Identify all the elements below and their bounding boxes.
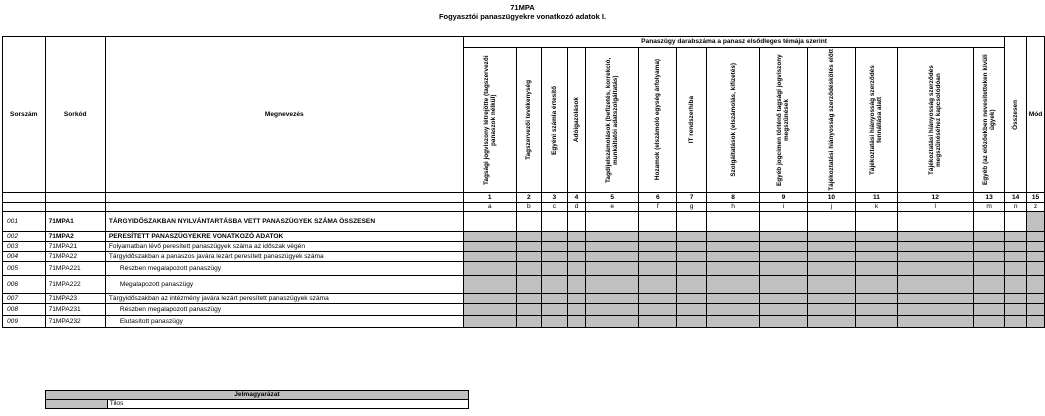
column-letter: a <box>463 203 516 212</box>
header-osszesen: Összesen <box>1012 99 1020 130</box>
table-row <box>3 242 1045 252</box>
data-cell <box>542 252 568 262</box>
column-header-label: Tájékoztatási hiányosság szerződés megszűnéséhez kapcsolódóan <box>928 65 943 175</box>
column-header-10 <box>807 48 856 193</box>
complaints-table <box>2 36 1045 328</box>
table-row <box>3 294 1045 304</box>
column-number: 13 <box>973 193 1005 203</box>
row-sorkod: 71MPA1 <box>45 212 105 232</box>
data-cell <box>856 212 897 232</box>
data-cell <box>516 294 542 304</box>
data-cell <box>897 294 973 304</box>
column-number: 11 <box>856 193 897 203</box>
data-cell <box>973 252 1005 262</box>
data-cell <box>516 212 542 232</box>
column-header-label: Hozamok (elszámoló egység árfolyama) <box>654 59 662 181</box>
data-cell <box>639 294 677 304</box>
data-cell <box>973 232 1005 242</box>
data-cell <box>516 262 542 276</box>
table-row <box>3 276 1045 294</box>
data-cell <box>1026 294 1044 304</box>
data-cell <box>677 262 706 276</box>
row-megnevezes: Folyamatban lévő peresített panaszügyek száma az időszak végén <box>105 242 463 252</box>
data-cell <box>516 316 542 328</box>
data-cell <box>856 304 897 316</box>
data-cell <box>1005 212 1027 232</box>
data-cell <box>706 232 760 242</box>
data-cell <box>516 242 542 252</box>
data-cell <box>586 252 639 262</box>
row-sorszam: 008 <box>3 304 46 316</box>
data-cell <box>807 294 856 304</box>
row-sorkod: 71MPA2 <box>45 232 105 242</box>
data-cell <box>639 232 677 242</box>
data-cell <box>586 304 639 316</box>
data-cell <box>542 276 568 294</box>
legend-item: Tilos <box>107 400 468 409</box>
column-number: 12 <box>897 193 973 203</box>
data-cell <box>897 262 973 276</box>
header-spacer <box>3 193 46 203</box>
column-number: 7 <box>677 193 706 203</box>
data-cell <box>639 316 677 328</box>
data-cell <box>567 276 586 294</box>
legend-swatch <box>46 400 108 409</box>
data-cell <box>567 232 586 242</box>
data-cell <box>807 276 856 294</box>
data-cell <box>1026 232 1044 242</box>
data-cell <box>463 252 516 262</box>
data-cell <box>567 242 586 252</box>
column-header-8 <box>706 48 760 193</box>
data-cell <box>807 212 856 232</box>
column-letter: f <box>639 203 677 212</box>
column-header-label: Tájékoztatási hiányosság szerződéskötés előtt <box>827 49 835 191</box>
header-megnevezes: Megnevezés <box>105 37 463 193</box>
data-cell <box>706 212 760 232</box>
row-sorszam: 009 <box>3 316 46 328</box>
data-cell <box>807 262 856 276</box>
column-number: 9 <box>760 193 807 203</box>
data-cell <box>706 252 760 262</box>
column-letter: k <box>856 203 897 212</box>
data-cell <box>760 212 807 232</box>
row-sorszam: 004 <box>3 252 46 262</box>
data-cell <box>586 232 639 242</box>
data-cell <box>760 242 807 252</box>
data-cell <box>1026 304 1044 316</box>
data-cell <box>807 232 856 242</box>
form-subtitle: Fogyasztói panaszügyekre vonatkozó adatok I. <box>438 12 607 21</box>
row-sorszam: 002 <box>3 232 46 242</box>
data-cell <box>706 304 760 316</box>
column-header-11 <box>856 48 897 193</box>
column-letter: c <box>542 203 568 212</box>
data-cell <box>760 232 807 242</box>
column-number: 2 <box>516 193 542 203</box>
column-number: 8 <box>706 193 760 203</box>
column-letter: l <box>897 203 973 212</box>
row-sorkod: 71MPA231 <box>45 304 105 316</box>
data-cell <box>677 276 706 294</box>
table-row <box>3 262 1045 276</box>
column-number: 5 <box>586 193 639 203</box>
column-header-13 <box>973 48 1005 193</box>
data-cell <box>542 242 568 252</box>
data-cell <box>973 242 1005 252</box>
column-letter: g <box>677 203 706 212</box>
data-cell <box>542 212 568 232</box>
column-header-label: Szolgáltatások (elszámolás, kifizetés) <box>729 63 737 177</box>
table-row <box>3 316 1045 328</box>
column-header-3 <box>542 48 568 193</box>
data-cell <box>706 242 760 252</box>
data-cell <box>567 294 586 304</box>
data-cell <box>856 252 897 262</box>
data-cell <box>586 294 639 304</box>
header-spacer <box>3 203 46 212</box>
data-cell <box>542 294 568 304</box>
column-number: 10 <box>807 193 856 203</box>
data-cell <box>586 276 639 294</box>
column-header-5 <box>586 48 639 193</box>
column-header-label: Egyéni számla értesítő <box>550 85 558 155</box>
data-cell <box>760 252 807 262</box>
data-cell <box>567 316 586 328</box>
data-cell <box>856 232 897 242</box>
data-cell <box>677 252 706 262</box>
header-sorszam: Sorszám <box>3 37 46 193</box>
data-cell <box>856 262 897 276</box>
data-cell <box>463 294 516 304</box>
data-cell <box>897 316 973 328</box>
data-cell <box>1026 212 1044 232</box>
data-cell <box>567 252 586 262</box>
column-header-label: IT rendszerhiba <box>688 96 696 144</box>
row-megnevezes: PERESÍTETT PANASZÜGYEKRE VONATKOZÓ ADATOK <box>105 232 463 242</box>
data-cell <box>706 294 760 304</box>
data-cell <box>463 262 516 276</box>
data-cell <box>677 304 706 316</box>
data-cell <box>973 294 1005 304</box>
column-header-9 <box>760 48 807 193</box>
data-cell <box>639 242 677 252</box>
row-megnevezes: Megalapozott panaszügy <box>105 276 463 294</box>
data-cell <box>807 304 856 316</box>
column-number: 15 <box>1026 193 1044 203</box>
data-cell <box>639 262 677 276</box>
column-header-label: Egyéb (az előzőekben nevesítetteken kívüli ügyek) <box>982 54 997 186</box>
column-number: 1 <box>463 193 516 203</box>
column-header-label: Adóigazolások <box>572 97 580 143</box>
data-cell <box>463 242 516 252</box>
form-code-title: 71MPA <box>510 3 535 12</box>
data-cell <box>856 294 897 304</box>
data-cell <box>973 316 1005 328</box>
data-cell <box>677 294 706 304</box>
data-cell <box>1026 316 1044 328</box>
data-cell <box>516 252 542 262</box>
table-row <box>3 212 1045 232</box>
header-spacer <box>105 203 463 212</box>
data-cell <box>760 294 807 304</box>
data-cell <box>973 304 1005 316</box>
column-header-1 <box>463 48 516 193</box>
column-letter: d <box>567 203 586 212</box>
data-cell <box>1026 252 1044 262</box>
column-letter: b <box>516 203 542 212</box>
data-cell <box>807 316 856 328</box>
column-header-6 <box>639 48 677 193</box>
data-cell <box>897 276 973 294</box>
data-cell <box>463 304 516 316</box>
column-header-label: Tagdíjelszámolások (befizetés, korrekció, munkáltatói adatszolgáltatás) <box>605 57 620 183</box>
table-row <box>3 304 1045 316</box>
data-cell <box>1005 316 1027 328</box>
data-cell <box>586 316 639 328</box>
data-cell <box>677 212 706 232</box>
data-cell <box>1005 276 1027 294</box>
column-number: 3 <box>542 193 568 203</box>
data-cell <box>856 316 897 328</box>
data-cell <box>677 316 706 328</box>
data-cell <box>1005 294 1027 304</box>
data-cell <box>856 242 897 252</box>
data-cell <box>516 304 542 316</box>
data-cell <box>567 262 586 276</box>
header-group: Panaszügy darabszáma a panasz elsődleges témája szerint <box>463 37 1005 48</box>
data-cell <box>856 276 897 294</box>
header-osszesen-cell <box>1005 37 1027 193</box>
column-header-label: Egyéb jogcímen történő tagsági jogviszony megszűnések <box>776 54 791 186</box>
data-cell <box>897 304 973 316</box>
data-cell <box>760 304 807 316</box>
data-cell <box>639 276 677 294</box>
column-header-4 <box>567 48 586 193</box>
data-cell <box>807 242 856 252</box>
row-sorszam: 007 <box>3 294 46 304</box>
row-sorszam: 001 <box>3 212 46 232</box>
row-megnevezes: Tárgyidőszakban a panaszos javára lezárt peresített panaszügyek száma <box>105 252 463 262</box>
data-cell <box>1026 262 1044 276</box>
data-cell <box>807 252 856 262</box>
data-cell <box>542 304 568 316</box>
data-cell <box>973 276 1005 294</box>
data-cell <box>1026 276 1044 294</box>
column-number: 6 <box>639 193 677 203</box>
column-letter: i <box>760 203 807 212</box>
column-header-7 <box>677 48 706 193</box>
data-cell <box>639 212 677 232</box>
column-letter: j <box>807 203 856 212</box>
row-sorkod: 71MPA221 <box>45 262 105 276</box>
data-cell <box>542 262 568 276</box>
data-cell <box>586 242 639 252</box>
data-cell <box>706 262 760 276</box>
data-cell <box>567 212 586 232</box>
row-sorszam: 003 <box>3 242 46 252</box>
data-cell <box>463 212 516 232</box>
data-cell <box>760 316 807 328</box>
row-sorkod: 71MPA23 <box>45 294 105 304</box>
column-header-label: Tagsági jogviszony létrejötte (tagszervezői panaszok nélkül) <box>482 55 497 185</box>
data-cell <box>463 232 516 242</box>
data-cell <box>706 316 760 328</box>
data-cell <box>677 242 706 252</box>
row-sorszam: 005 <box>3 262 46 276</box>
data-cell <box>897 212 973 232</box>
data-cell <box>973 262 1005 276</box>
column-number: 4 <box>567 193 586 203</box>
column-letter: n <box>1005 203 1027 212</box>
data-cell <box>567 304 586 316</box>
row-sorkod: 71MPA21 <box>45 242 105 252</box>
column-letter: h <box>706 203 760 212</box>
row-sorkod: 71MPA222 <box>45 276 105 294</box>
data-cell <box>542 316 568 328</box>
data-cell <box>1005 232 1027 242</box>
row-sorkod: 71MPA22 <box>45 252 105 262</box>
legend-title: Jelmagyarázat <box>46 391 469 400</box>
column-header-12 <box>897 48 973 193</box>
data-cell <box>516 276 542 294</box>
column-header-label: Tagszervezői tevékenység <box>525 80 533 160</box>
column-header-label: Tájékoztatási hiányosság szerződés fennállása alatt <box>869 65 884 175</box>
data-cell <box>463 276 516 294</box>
column-letter: m <box>973 203 1005 212</box>
data-cell <box>639 252 677 262</box>
data-cell <box>542 232 568 242</box>
table-row <box>3 232 1045 242</box>
row-megnevezes: Elutasított panaszügy <box>105 316 463 328</box>
data-cell <box>706 276 760 294</box>
data-cell <box>760 276 807 294</box>
data-cell <box>897 252 973 262</box>
legend-table <box>45 390 469 409</box>
header-mod: Mód <box>1026 37 1044 193</box>
data-cell <box>639 304 677 316</box>
row-megnevezes: Tárgyidőszakban az intézmény javára lezárt peresített panaszügyek száma <box>105 294 463 304</box>
data-cell <box>586 212 639 232</box>
data-cell <box>516 232 542 242</box>
column-letter: z <box>1026 203 1044 212</box>
row-megnevezes: Részben megalapozott panaszügy <box>105 304 463 316</box>
data-cell <box>897 242 973 252</box>
column-letter: e <box>586 203 639 212</box>
row-megnevezes: Részben megalapozott panaszügy <box>105 262 463 276</box>
header-sorkod: Sorkód <box>45 37 105 193</box>
data-cell <box>586 262 639 276</box>
column-number: 14 <box>1005 193 1027 203</box>
data-cell <box>1005 304 1027 316</box>
data-cell <box>897 232 973 242</box>
data-cell <box>677 232 706 242</box>
data-cell <box>1005 262 1027 276</box>
data-cell <box>1005 242 1027 252</box>
table-row <box>3 252 1045 262</box>
header-spacer <box>45 193 105 203</box>
data-cell <box>1005 252 1027 262</box>
header-spacer <box>105 193 463 203</box>
column-header-2 <box>516 48 542 193</box>
row-megnevezes: TÁRGYIDŐSZAKBAN NYILVÁNTARTÁSBA VETT PANASZÜGYEK SZÁMA ÖSSZESEN <box>105 212 463 232</box>
row-sorkod: 71MPA232 <box>45 316 105 328</box>
data-cell <box>760 262 807 276</box>
row-sorszam: 006 <box>3 276 46 294</box>
header-spacer <box>45 203 105 212</box>
data-cell <box>973 212 1005 232</box>
data-cell <box>463 316 516 328</box>
data-cell <box>1026 242 1044 252</box>
